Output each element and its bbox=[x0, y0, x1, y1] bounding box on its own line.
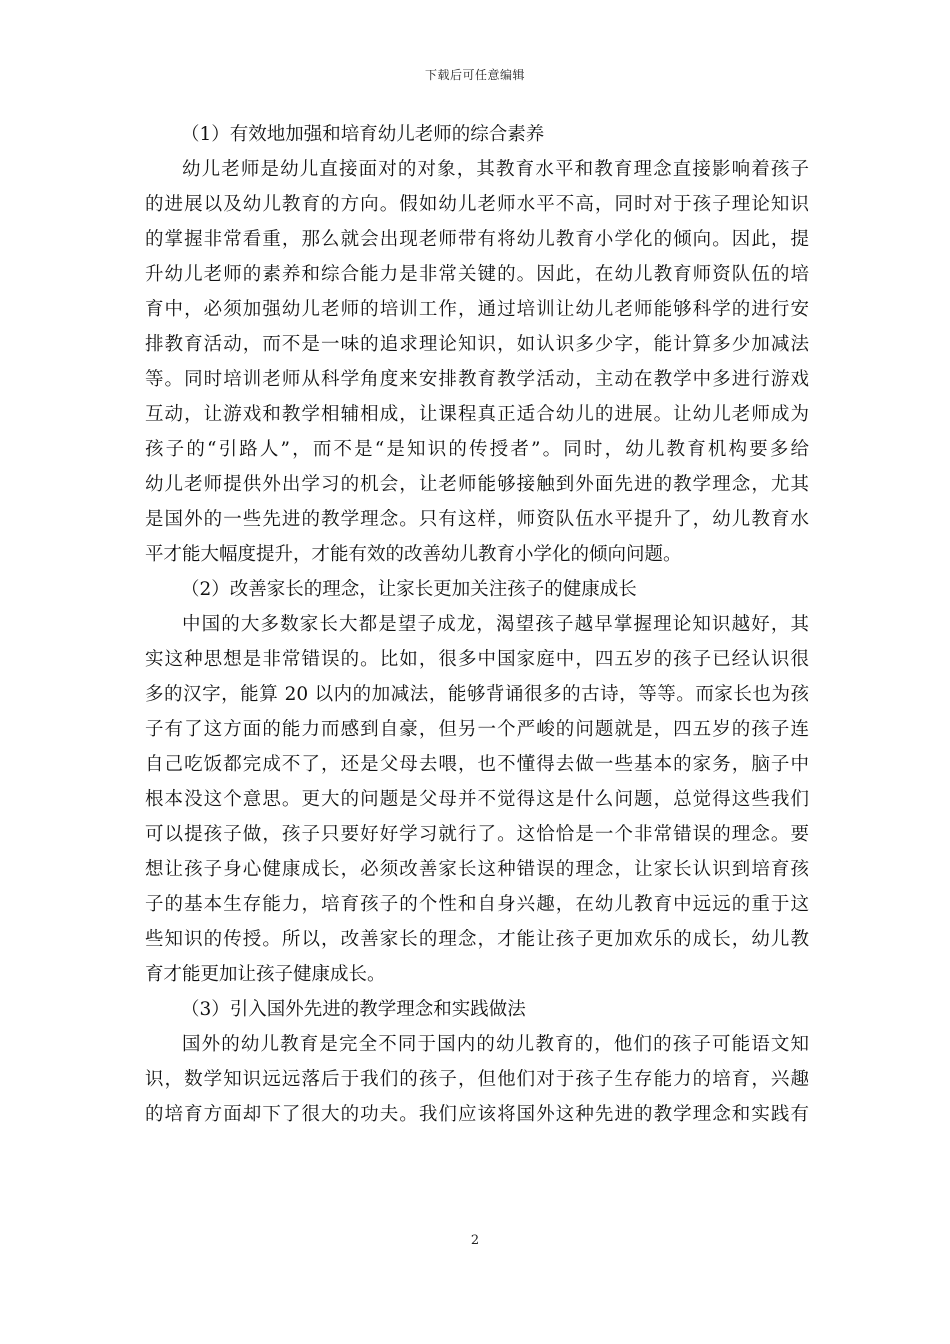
paragraph-line: 幼儿老师提供外出学习的机会，让老师能够接触到外面先进的教学理念，尤其 bbox=[145, 474, 809, 495]
paragraph-line: 自己吃饭都完成不了，还是父母去喂，也不懂得去做一些基本的家务，脑子中 bbox=[145, 754, 809, 775]
paragraph-line: 国外的幼儿教育是完全不同于国内的幼儿教育的，他们的孩子可能语文知 bbox=[182, 1034, 809, 1055]
paragraph-line: 实这种思想是非常错误的。比如，很多中国家庭中，四五岁的孩子已经认识很 bbox=[145, 649, 809, 670]
paragraph-line: 可以提孩子做，孩子只要好好学习就行了。这恰恰是一个非常错误的理念。要 bbox=[145, 824, 809, 845]
section-heading: （3）引入国外先进的教学理念和实践做法 bbox=[181, 999, 526, 1020]
paragraph-line: 些知识的传授。所以，改善家长的理念，才能让孩子更加欢乐的成长，幼儿教 bbox=[145, 929, 809, 950]
paragraph-line: 等。同时培训老师从科学角度来安排教育教学活动，主动在教学中多进行游戏 bbox=[145, 369, 809, 390]
paragraph-line: 的掌握非常看重，那么就会出现老师带有将幼儿教育小学化的倾向。因此，提 bbox=[145, 229, 809, 250]
paragraph-line: 的培育方面却下了很大的功夫。我们应该将国外这种先进的教学理念和实践有 bbox=[145, 1104, 809, 1125]
paragraph-line: 识，数学知识远远落后于我们的孩子，但他们对于孩子生存能力的培育，兴趣 bbox=[145, 1069, 809, 1090]
paragraph-line: 孩子的“引路人”，而不是“是知识的传授者”。同时，幼儿教育机构要多给 bbox=[145, 439, 809, 460]
paragraph-line: 互动，让游戏和教学相辅相成，让课程真正适合幼儿的进展。让幼儿老师成为 bbox=[145, 404, 809, 425]
paragraph-line: 多的汉字，能算 20 以内的加减法，能够背诵很多的古诗，等等。而家长也为孩 bbox=[145, 684, 809, 705]
paragraph-line: 的进展以及幼儿教育的方向。假如幼儿老师水平不高，同时对于孩子理论知识 bbox=[145, 194, 809, 215]
paragraph-line: 排教育活动，而不是一味的追求理论知识，如认识多少字，能计算多少加减法 bbox=[145, 334, 809, 355]
paragraph-line: 是国外的一些先进的教学理念。只有这样，师资队伍水平提升了，幼儿教育水 bbox=[145, 509, 809, 530]
paragraph-line: 幼儿老师是幼儿直接面对的对象，其教育水平和教育理念直接影响着孩子 bbox=[182, 159, 809, 180]
paragraph-line: 子的基本生存能力，培育孩子的个性和自身兴趣，在幼儿教育中远远的重于这 bbox=[145, 894, 809, 915]
paragraph-line: 中国的大多数家长大都是望子成龙，渴望孩子越早掌握理论知识越好，其 bbox=[182, 614, 809, 635]
paragraph-line: 升幼儿老师的素养和综合能力是非常关键的。因此，在幼儿教育师资队伍的培 bbox=[145, 264, 809, 285]
paragraph-line: 子有了这方面的能力而感到自豪，但另一个严峻的问题就是，四五岁的孩子连 bbox=[145, 719, 809, 740]
paragraph-line: 育才能更加让孩子健康成长。 bbox=[145, 964, 386, 985]
paragraph-line: 平才能大幅度提升，才能有效的改善幼儿教育小学化的倾向问题。 bbox=[145, 544, 682, 565]
page-header: 下载后可任意编辑 bbox=[424, 68, 525, 82]
section-heading: （2）改善家长的理念，让家长更加关注孩子的健康成长 bbox=[181, 579, 637, 600]
paragraph-line: 根本没这个意思。更大的问题是父母并不觉得这是什么问题，总觉得这些我们 bbox=[145, 789, 809, 810]
paragraph-line: 育中，必须加强幼儿老师的培训工作，通过培训让幼儿老师能够科学的进行安 bbox=[145, 299, 809, 320]
section-heading: （1）有效地加强和培育幼儿老师的综合素养 bbox=[181, 124, 545, 145]
paragraph-line: 想让孩子身心健康成长，必须改善家长这种错误的理念，让家长认识到培育孩 bbox=[145, 859, 809, 880]
document-body bbox=[145, 117, 809, 1132]
page-number: 2 bbox=[470, 1233, 480, 1248]
